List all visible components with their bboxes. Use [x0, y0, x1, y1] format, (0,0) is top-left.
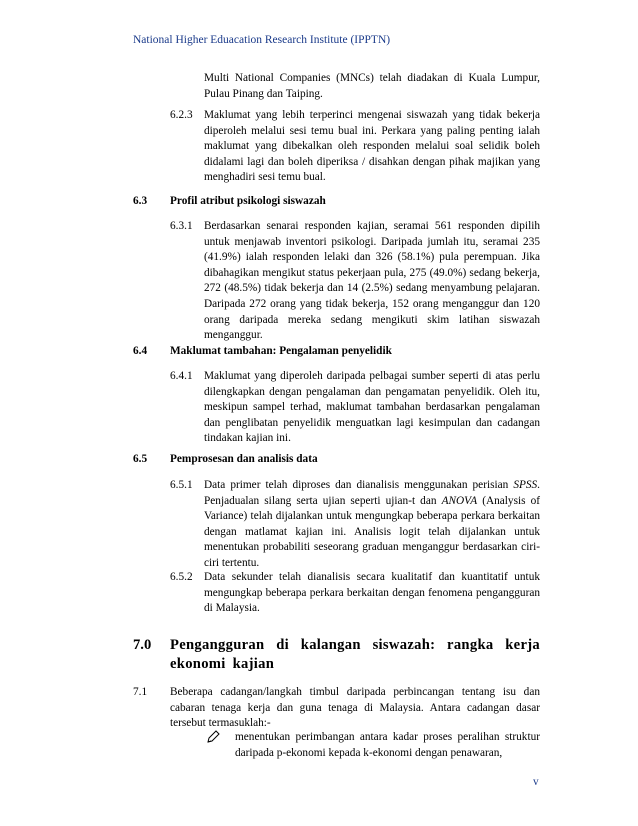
section-6-5-2-text: Data sekunder telah dianalisis secara kualitatif dan kuantitatif untuk mengungkap beberapa perkara berkaitan dengan fenomena pengangguran di Malaysia. — [204, 571, 540, 615]
page-number: v — [533, 776, 539, 788]
section-6-5-2-number: 6.5.2 — [170, 571, 193, 583]
section-6-4-number: 6.4 — [133, 345, 148, 357]
section-6-5-1-text-a: Data primer telah diproses dan dianalisis menggunakan perisian — [204, 479, 514, 491]
section-6-5-title: Pemprosesan dan analisis data — [170, 453, 318, 465]
section-7-0-number: 7.0 — [133, 637, 152, 653]
section-6-5-1-text — [204, 478, 540, 572]
section-7-1-text: Beberapa cadangan/langkah timbul daripada perbincangan tentang isu dan cabaran tenaga kerja dan guna tenaga di Malaysia. Antara cadangan dasar tersebut termasuklah:- — [170, 686, 540, 730]
section-6-2-3-text: Maklumat yang lebih terperinci mengenai siswazah yang tidak bekerja diperoleh melalui sesi temu bual ini. Perkara yang paling penting ialah maklumat yang dibekalkan oleh responden melalui soal selidik boleh didalami lagi dan boleh diperiksa / disahkan dengan pihak majikan yang menghadiri sesi temu bual. — [204, 109, 540, 184]
section-6-5-1-number: 6.5.1 — [170, 479, 193, 491]
spss-term: SPSS — [513, 479, 538, 491]
section-7-0-title: Pengangguran di kalangan siswazah: rangka kerja ekonomi kajian — [170, 637, 540, 672]
section-6-3-number: 6.3 — [133, 195, 148, 207]
page-header: National Higher Eduacation Research Institute (IPPTN) — [133, 34, 391, 46]
section-6-4-1-text: Maklumat yang diperoleh daripada pelbagai sumber seperti di atas perlu dilengkapkan dengan pengalaman dan pengamatan penyelidik. Oleh itu, meskipun sampel terhad, maklumat tambahan berdasarkan pengalaman dan penglibatan penyelidik menguatkan lagi kesimpulan dan cadangan tindakan kajian ini. — [204, 370, 540, 445]
section-6-2-3-number: 6.2.3 — [170, 109, 193, 121]
section-6-5-1-text-b: . Penjadualan silang serta ujian seperti ujian-t dan — [204, 479, 540, 507]
section-6-3-title: Profil atribut psikologi siswazah — [170, 195, 326, 207]
section-6-3-1-number: 6.3.1 — [170, 220, 193, 232]
section-7-1-number: 7.1 — [133, 686, 148, 698]
section-6-4-1-number: 6.4.1 — [170, 370, 193, 382]
section-6-5-number: 6.5 — [133, 453, 148, 465]
bullet-item-text: menentukan perimbangan antara kadar proses peralihan struktur daripada p-ekonomi kepada k-ekonomi dengan penawaran, — [235, 731, 540, 759]
pen-icon — [206, 730, 220, 748]
section-6-4-title: Maklumat tambahan: Pengalaman penyelidik — [170, 345, 392, 357]
section-6-3-1-text: Berdasarkan senarai responden kajian, seramai 561 responden dipilih untuk menjawab inventori psikologi. Daripada jumlah itu, seramai 235 (41.9%) ialah responden lelaki dan 326 (58.1%) pula perempuan. Jika dibahagikan mengikut status pekerjaan pula, 275 (49.0%) sedang bekerja, 272 (48.5%) tidak bekerja dan 14 (2.5%) sedang menyambung pelajaran. Daripada 272 orang yang tidak bekerja, 152 orang menganggur dan 120 orang daripada mereka sedang mengikuti skim latihan siswazah menganggur. — [204, 220, 540, 342]
section-6-5-1-text-c: (Analysis of Variance) telah dijalankan untuk mengungkap beberapa perkara berkaitan dengan matlamat kajian ini. Analisis logit telah dijalankan untuk menentukan probabiliti seseorang graduan menganggur berdasarkan ciri-ciri tertentu. — [204, 494, 540, 569]
intro-paragraph: Multi National Companies (MNCs) telah diadakan di Kuala Lumpur, Pulau Pinang dan Taiping. — [204, 72, 540, 100]
anova-term: ANOVA — [441, 494, 478, 507]
